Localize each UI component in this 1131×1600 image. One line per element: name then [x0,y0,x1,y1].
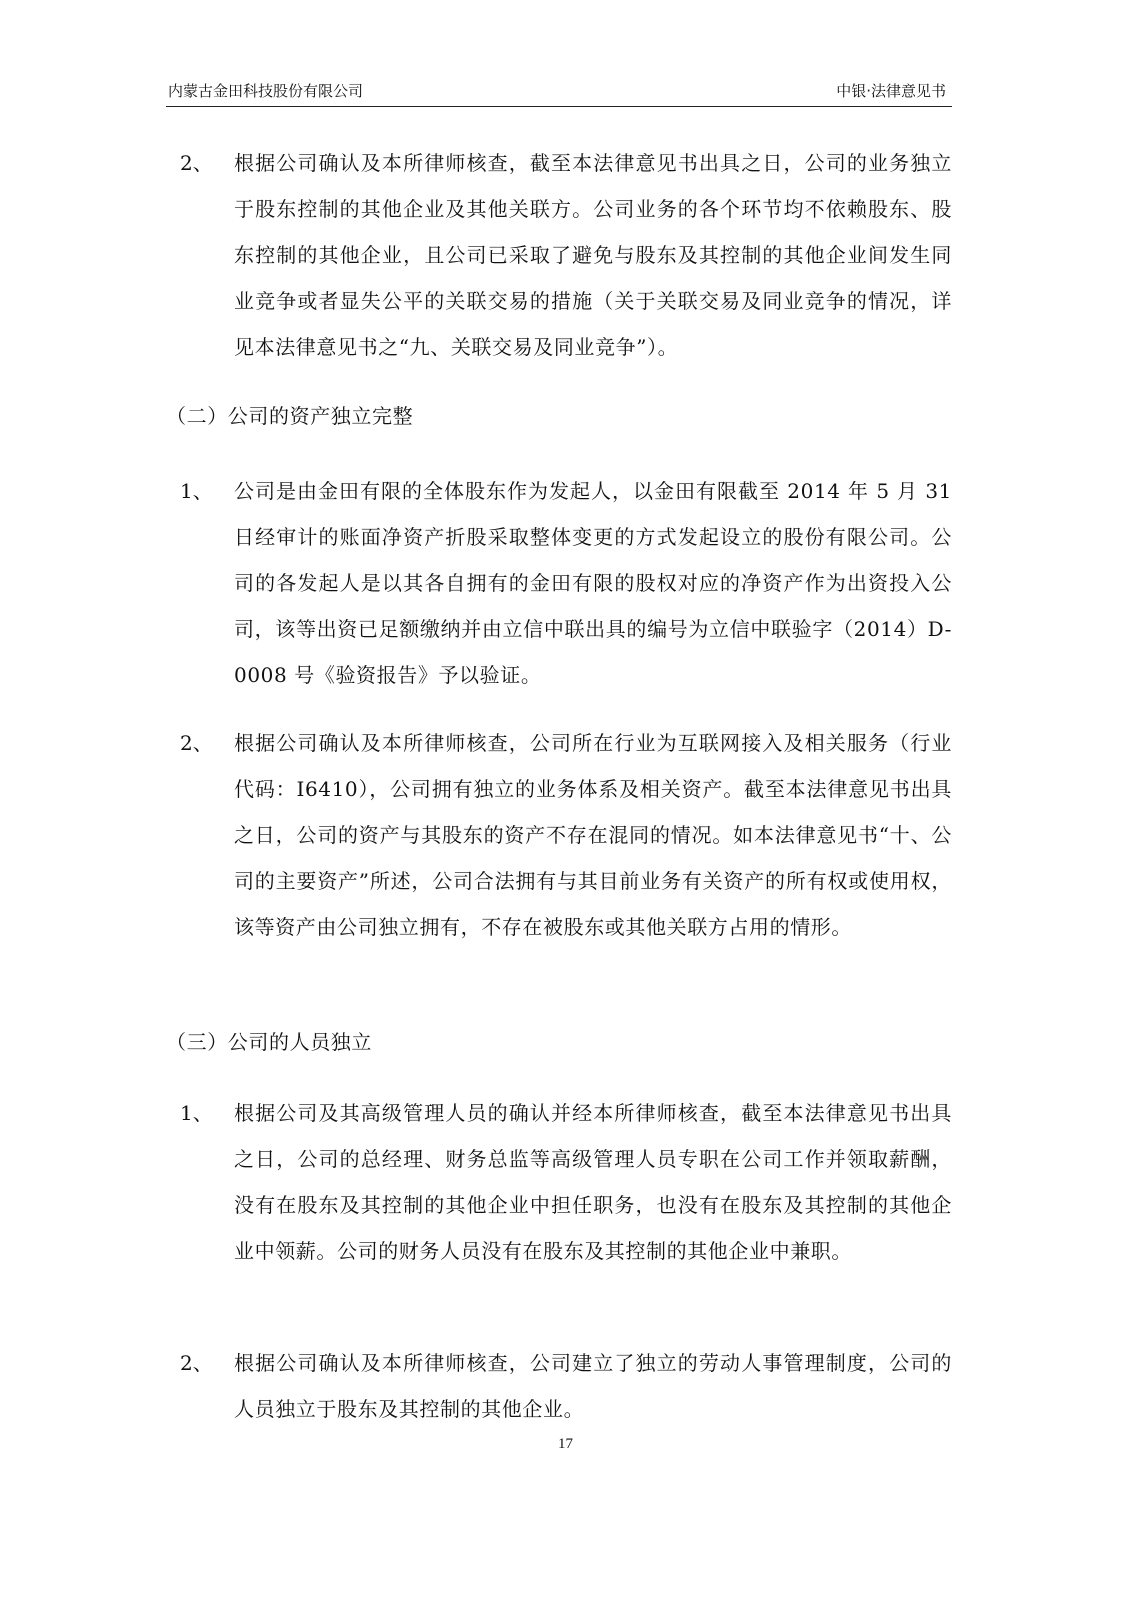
paragraph-text: 根据公司确认及本所律师核查，公司所在行业为互联网接入及相关服务（行业代码：I6410），公司拥有独立的业务体系及相关资产。截至本法律意见书出具之日，公司的资产与其股东的资产不存在混同的情况。如本法律意见书“十、公司的主要资产”所述，公司合法拥有与其目前业务有关资产的所有权或使用权，该等资产由公司独立拥有，不存在被股东或其他关联方占用的情形。 [234,731,952,939]
paragraph-number: 1、 [180,1101,213,1125]
header-document-title: 中银·法律意见书 [836,82,946,100]
paragraph-number: 2、 [180,151,213,175]
page-number: 17 [558,1436,573,1452]
paragraph-text: 公司是由金田有限的全体股东作为发起人，以金田有限截至 2014 年 5 月 31 日经审计的账面净资产折股采取整体变更的方式发起设立的股份有限公司。公司的各发起人是以其各自拥有的金田有限的股权对应的净资产作为出资投入公司，该等出资已足额缴纳并由立信中联出具的编号为立信中联验字（2014）D-0008 号《验资报告》予以验证。 [234,479,952,687]
page-header [166,80,952,107]
paragraph-number: 2、 [180,731,213,755]
section-heading-personnel-independence: （三）公司的人员独立 [166,1030,372,1054]
section-heading-asset-independence: （二）公司的资产独立完整 [166,404,414,428]
paragraph-text: 根据公司及其高级管理人员的确认并经本所律师核查，截至本法律意见书出具之日，公司的总经理、财务总监等高级管理人员专职在公司工作并领取薪酬，没有在股东及其控制的其他企业中担任职务，也没有在股东及其控制的其他企业中领薪。公司的财务人员没有在股东及其控制的其他企业中兼职。 [234,1101,952,1263]
paragraph-number: 1、 [180,479,213,503]
paragraph-text: 根据公司确认及本所律师核查，公司建立了独立的劳动人事管理制度，公司的人员独立于股东及其控制的其他企业。 [234,1351,952,1421]
paragraph-number: 2、 [180,1351,213,1375]
header-company-name: 内蒙古金田科技股份有限公司 [168,82,364,100]
paragraph-text: 根据公司确认及本所律师核查，截至本法律意见书出具之日，公司的业务独立于股东控制的其他企业及其他关联方。公司业务的各个环节均不依赖股东、股东控制的其他企业，且公司已采取了避免与股东及其控制的其他企业间发生同业竞争或者显失公平的关联交易的措施（关于关联交易及同业竞争的情况，详见本法律意见书之“九、关联交易及同业竞争”）。 [234,151,952,359]
